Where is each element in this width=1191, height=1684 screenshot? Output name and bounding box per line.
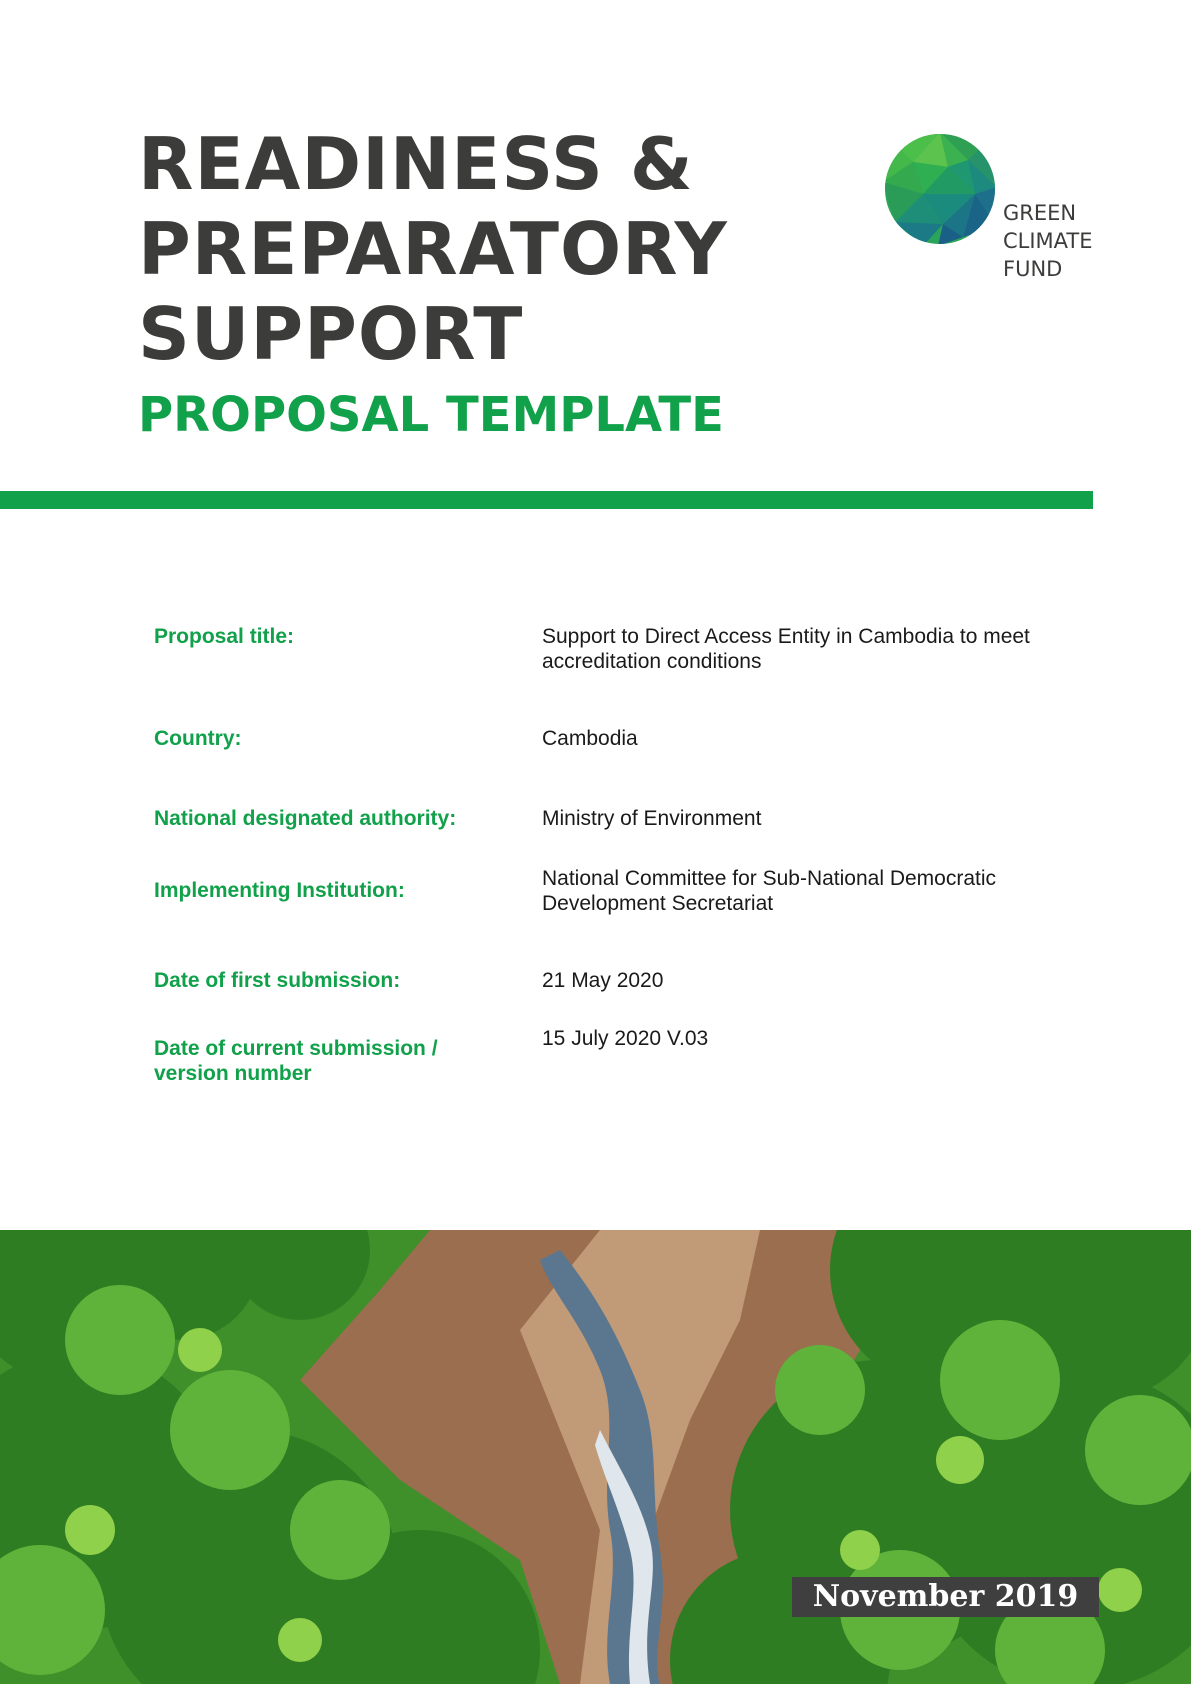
title-block bbox=[138, 122, 858, 445]
field-row-nda bbox=[154, 806, 1074, 866]
title-line-2: PREPARATORY bbox=[138, 207, 728, 291]
field-label: Country: bbox=[154, 727, 242, 750]
field-value: Support to Direct Access Entity in Cambodia to meet accreditation conditions bbox=[542, 625, 1030, 673]
field-label: National designated authority: bbox=[154, 807, 457, 830]
green-divider bbox=[0, 491, 1093, 509]
field-row-country bbox=[154, 726, 1074, 806]
field-label: Date of current submission / version number bbox=[154, 1037, 438, 1085]
subtitle: PROPOSAL TEMPLATE bbox=[138, 387, 724, 443]
proposal-info bbox=[154, 624, 1074, 1086]
field-row-implementing-institution bbox=[154, 866, 1074, 968]
field-row-proposal-title bbox=[154, 624, 1074, 726]
field-row-current-submission bbox=[154, 1026, 1074, 1086]
field-label: Proposal title: bbox=[154, 625, 295, 648]
field-value: National Committee for Sub-National Democratic Development Secretariat bbox=[542, 867, 997, 915]
globe-icon bbox=[883, 132, 997, 246]
field-row-first-submission bbox=[154, 968, 1074, 1026]
field-value: Ministry of Environment bbox=[542, 807, 762, 830]
date-badge: November 2019 bbox=[792, 1577, 1099, 1617]
field-value: Cambodia bbox=[542, 727, 638, 750]
field-value: 21 May 2020 bbox=[542, 969, 664, 992]
field-label: Implementing Institution: bbox=[154, 879, 405, 902]
logo-line-climate: CLIMATE bbox=[1003, 229, 1093, 253]
gcf-logo bbox=[883, 132, 1113, 281]
logo-line-fund: FUND bbox=[1003, 257, 1063, 281]
logo-text bbox=[1003, 199, 1093, 283]
field-value: 15 July 2020 V.03 bbox=[542, 1027, 709, 1050]
field-label: Date of first submission: bbox=[154, 969, 401, 992]
logo-line-green: GREEN bbox=[1003, 201, 1077, 225]
title-line-1: READINESS & bbox=[138, 122, 694, 206]
title-line-3: SUPPORT bbox=[138, 292, 524, 376]
